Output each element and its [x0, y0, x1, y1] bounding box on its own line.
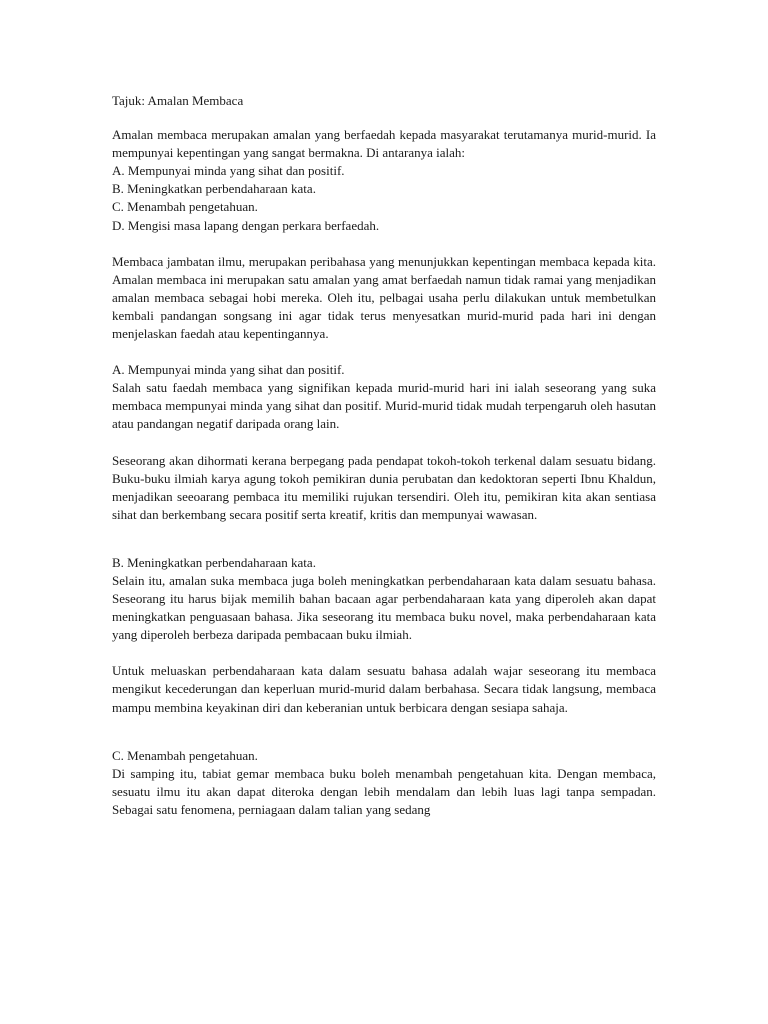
list-item: D. Mengisi masa lapang dengan perkara berfaedah. — [112, 217, 380, 233]
section-c-paragraph-1: Di samping itu, tabiat gemar membaca buku boleh menambah pengetahuan kita. Dengan membaca, sesuatu ilmu itu akan dapat diteroka dengan lebih mendalam dan lebih luas lagi tanpa sempadan. Sebagai satu fenomena, perniagaan dalam talian yang sedang — [112, 765, 656, 817]
section-a-paragraph-1: Salah satu faedah membaca yang signifikan kepada murid-murid hari ini ialah seseorang yang suka membaca mempunyai minda yang sihat dan positif. Murid-murid tidak mudah terpengaruh oleh hasutan atau pandangan negatif daripada orang lain. — [112, 380, 656, 432]
list-item: B. Meningkatkan perbendaharaan kata. — [112, 181, 316, 197]
spacer — [112, 434, 656, 452]
list-item: C. Menambah pengetahuan. — [112, 199, 258, 215]
document-body — [112, 92, 656, 819]
spacer — [112, 235, 656, 253]
spacer — [112, 524, 656, 554]
section-a-heading: A. Mempunyai minda yang sihat dan positif. — [112, 362, 345, 378]
spacer — [112, 644, 656, 662]
spacer — [112, 717, 656, 747]
list-item: A. Mempunyai minda yang sihat dan positif. — [112, 163, 345, 179]
section-b-paragraph-2: Untuk meluaskan perbendaharaan kata dalam sesuatu bahasa adalah wajar seseorang itu membaca mengikut kecederungan dan keperluan murid-murid dalam berbahasa. Secara tidak langsung, membaca mampu membina keyakinan diri dan keberanian untuk berbicara dengan sesiapa sahaja. — [112, 663, 656, 715]
paragraph-2: Membaca jambatan ilmu, merupakan peribahasa yang menunjukkan kepentingan membaca kepada kita. Amalan membaca ini merupakan satu amalan yang amat berfaedah namun tidak ramai yang menjadikan amalan membaca sebagai hobi mereka. Oleh itu, pelbagai usaha perlu dilakukan untuk membetulkan kembali pandangan songsang ini agar tidak terus menyesatkan murid-murid pada hari ini dengan menjelaskan faedah atau kepentingannya. — [112, 253, 656, 342]
benefits-list — [112, 162, 656, 234]
spacer — [112, 343, 656, 361]
section-a-paragraph-2: Seseorang akan dihormati kerana berpegang pada pendapat tokoh-tokoh terkenal dalam sesuatu bidang. Buku-buku ilmiah karya agung tokoh pemikiran dunia perubatan dan kedoktoran seperti Ibnu Khaldun, menjadikan seeoarang pembaca itu memiliki rujukan tersendiri. Oleh itu, pemikiran kita akan sentiasa sihat dan berkembang secara positif serta kreatif, kritis dan mempunyai wawasan. — [112, 452, 656, 522]
intro-paragraph: Amalan membaca merupakan amalan yang berfaedah kepada masyarakat terutamanya murid-murid. Ia mempunyai kepentingan yang sangat bermakna. Di antaranya ialah: — [112, 127, 656, 161]
section-c-heading: C. Menambah pengetahuan. — [112, 747, 258, 763]
section-b-paragraph-1: Selain itu, amalan suka membaca juga boleh meningkatkan perbendaharaan kata dalam sesuatu bahasa. Seseorang itu harus bijak memilih bahan bacaan agar perbendaharaan kata yang diperoleh akan dapat meningkatkan penguasaan bahasa. Jika seseorang itu membaca buku novel, maka perbendaharaan kata yang diperoleh berbeza daripada pembacaan buku ilmiah. — [112, 572, 656, 643]
document-title: Tajuk: Amalan Membaca — [112, 93, 244, 108]
section-b-heading: B. Meningkatkan perbendaharaan kata. — [112, 554, 316, 570]
